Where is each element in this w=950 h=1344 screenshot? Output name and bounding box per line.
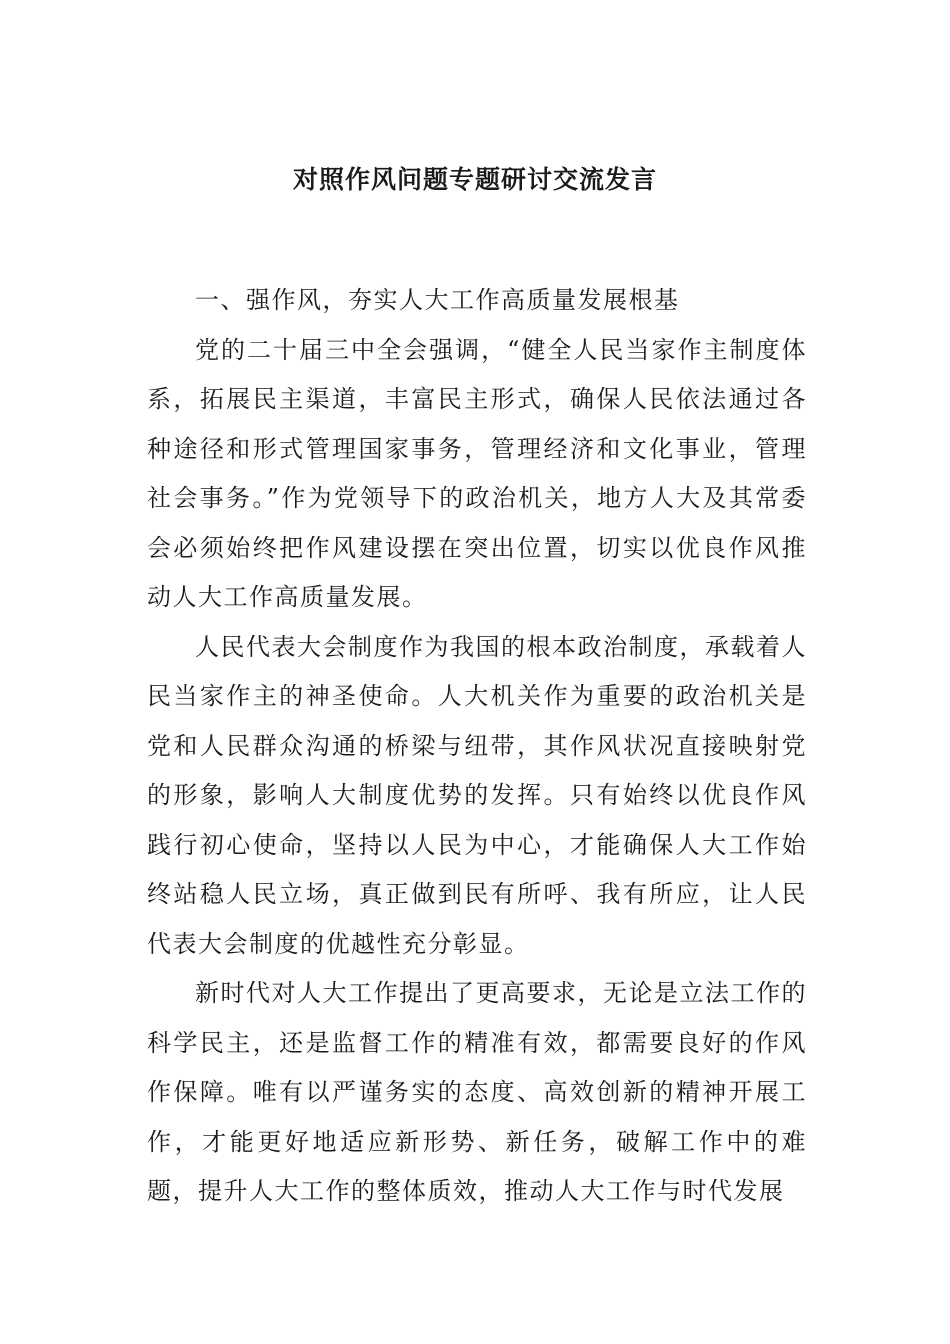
body-paragraph: 人民代表大会制度作为我国的根本政治制度，承载着人民当家作主的神圣使命。人大机关作为重要的政治机关是党和人民群众沟通的桥梁与纽带，其作风状况直接映射党的形象，影响人大制度优势的发挥。只有始终以优良作风践行初心使命，坚持以人民为中心，才能确保人大工作始终站稳人民立场，真正做到民有所呼、我有所应，让人民代表大会制度的优越性充分彰显。 (147, 632, 807, 958)
document-title: 对照作风问题专题研讨交流发言 (292, 165, 657, 194)
section-heading: 一、强作风，夯实人大工作高质量发展根基 (195, 286, 680, 314)
document-body (147, 276, 807, 1217)
body-paragraph: 党的二十届三中全会强调，“健全人民当家作主制度体系，拓展民主渠道，丰富民主形式，确保人民依法通过各种途径和形式管理国家事务，管理经济和文化事业，管理社会事务。”作为党领导下的政治机关，地方人大及其常委会必须始终把作风建设摆在突出位置，切实以优良作风推动人大工作高质量发展。 (147, 335, 807, 611)
body-paragraph: 新时代对人大工作提出了更高要求，无论是立法工作的科学民主，还是监督工作的精准有效，都需要良好的作风作保障。唯有以严谨务实的态度、高效创新的精神开展工作，才能更好地适应新形势、新任务，破解工作中的难题，提升人大工作的整体质效，推动人大工作与时代发展 (147, 979, 807, 1205)
